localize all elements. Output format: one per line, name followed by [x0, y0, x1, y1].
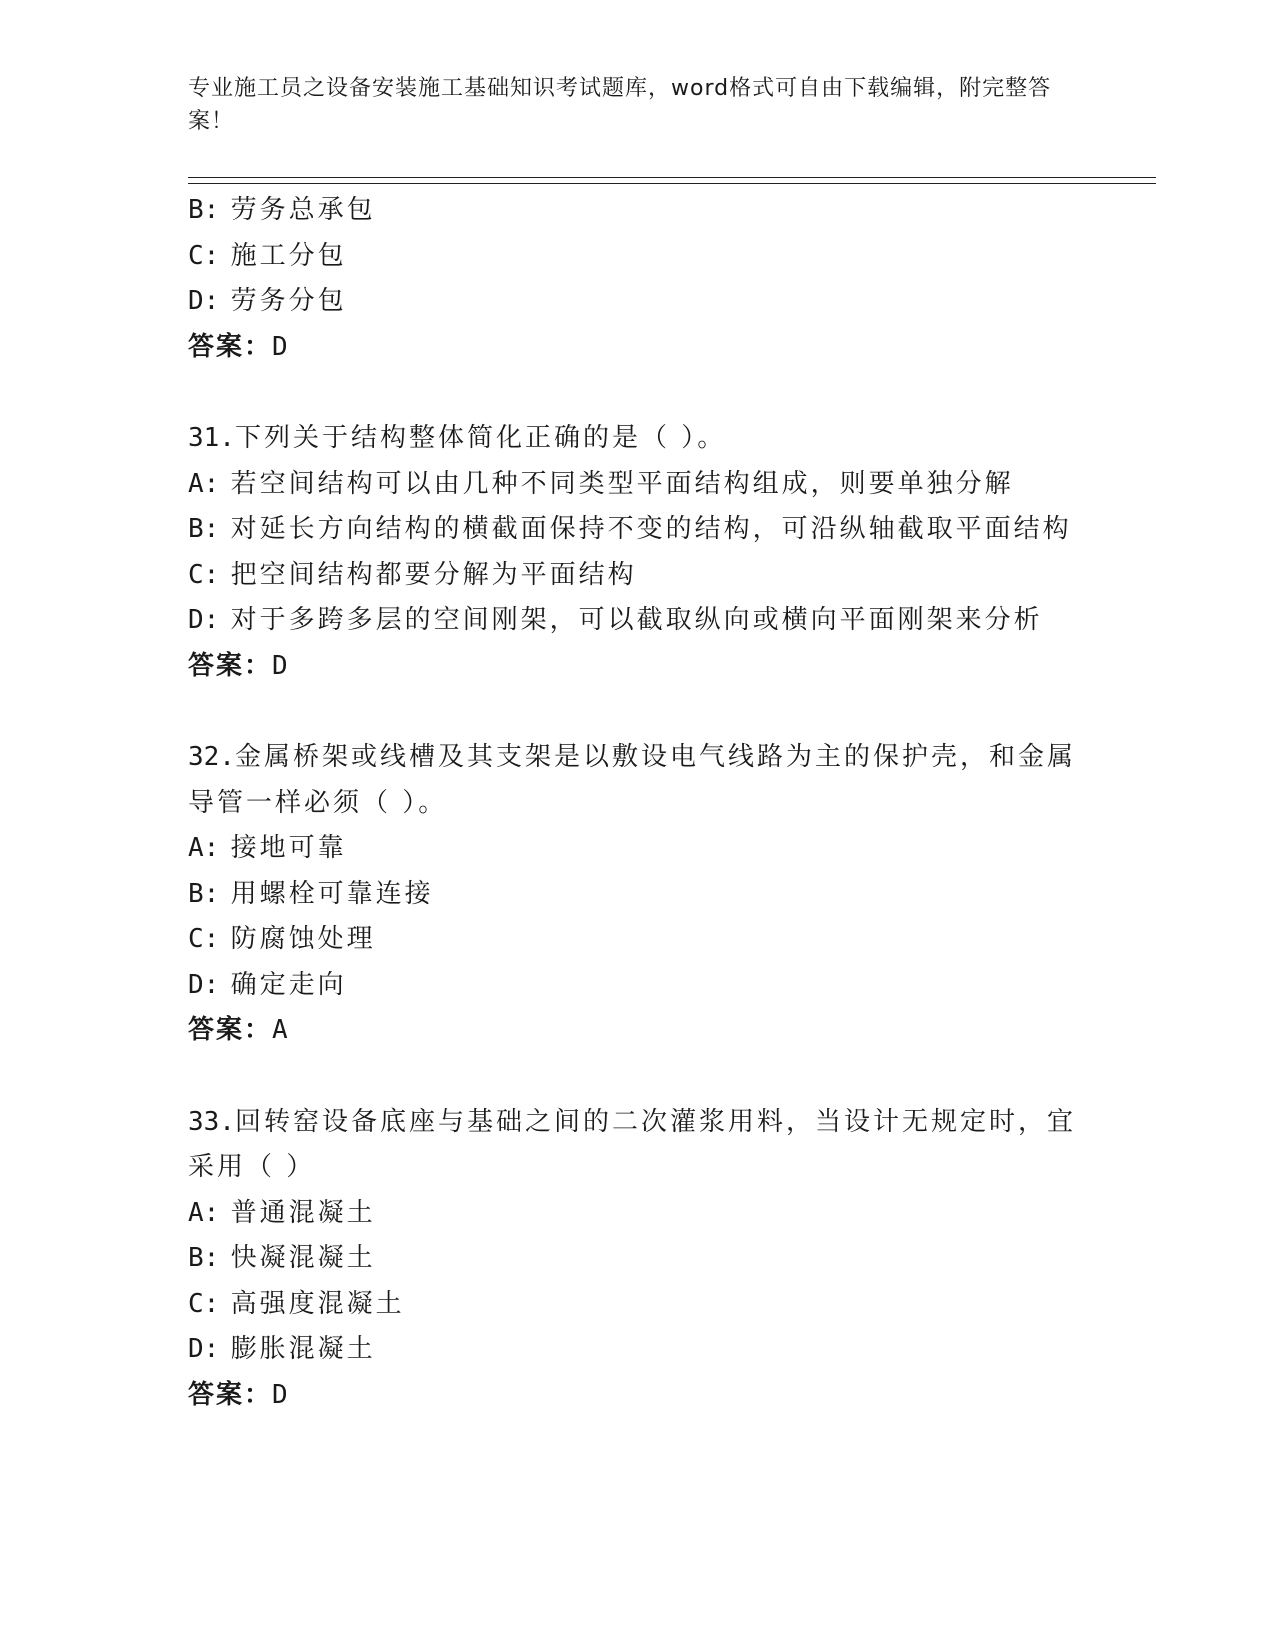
question-stem: 33.回转窑设备底座与基础之间的二次灌浆用料，当设计无规定时，宜: [188, 1106, 1076, 1137]
option-line: A: 若空间结构可以由几种不同类型平面结构组成，则要单独分解: [188, 468, 1014, 499]
question-32: [188, 735, 1088, 1054]
option-line: B: 用螺栓可靠连接: [188, 878, 434, 909]
option-line: A: 接地可靠: [188, 833, 347, 863]
answer-line: 答案：D: [188, 331, 290, 362]
question-33: [188, 1100, 1088, 1419]
answer-line: 答案：D: [188, 650, 290, 681]
option-line: C: 高强度混凝土: [188, 1288, 405, 1319]
option-line: C: 施工分包: [188, 240, 347, 271]
question-stem-continued: 采用（ ）: [188, 1152, 316, 1182]
prev-question-block: [188, 188, 1088, 370]
option-line: D: 膨胀混凝土: [188, 1334, 376, 1364]
spacer: [188, 370, 1088, 416]
option-line: B: 快凝混凝土: [188, 1243, 376, 1273]
option-line: D: 对于多跨多层的空间刚架，可以截取纵向或横向平面刚架来分析: [188, 605, 1043, 635]
document-header: 专业施工员之设备安装施工基础知识考试题库，word格式可自由下载编辑，附完整答案！: [188, 76, 1052, 134]
question-content: [188, 188, 1088, 1418]
option-line: B: 对延长方向结构的横截面保持不变的结构，可沿纵轴截取平面结构: [188, 514, 1072, 544]
question-31: [188, 416, 1088, 689]
option-line: C: 防腐蚀处理: [188, 924, 376, 954]
header-divider-bottom: [188, 183, 1156, 184]
question-stem: 31.下列关于结构整体简化正确的是（ ）。: [188, 423, 727, 453]
spacer: [188, 689, 1088, 735]
option-line: C: 把空间结构都要分解为平面结构: [188, 559, 637, 590]
question-stem: 32.金属桥架或线槽及其支架是以敷设电气线路为主的保护壳，和金属: [188, 742, 1076, 772]
option-line: D: 确定走向: [188, 969, 347, 1000]
option-line: B: 劳务总承包: [188, 195, 376, 225]
header-divider-top: [188, 177, 1156, 178]
option-line: D: 劳务分包: [188, 286, 347, 316]
question-stem-continued: 导管一样必须（ ）。: [188, 787, 448, 818]
answer-line: 答案：D: [188, 1379, 290, 1410]
answer-line: 答案：A: [188, 1015, 290, 1045]
spacer: [188, 1054, 1088, 1100]
option-line: A: 普通混凝土: [188, 1197, 376, 1228]
